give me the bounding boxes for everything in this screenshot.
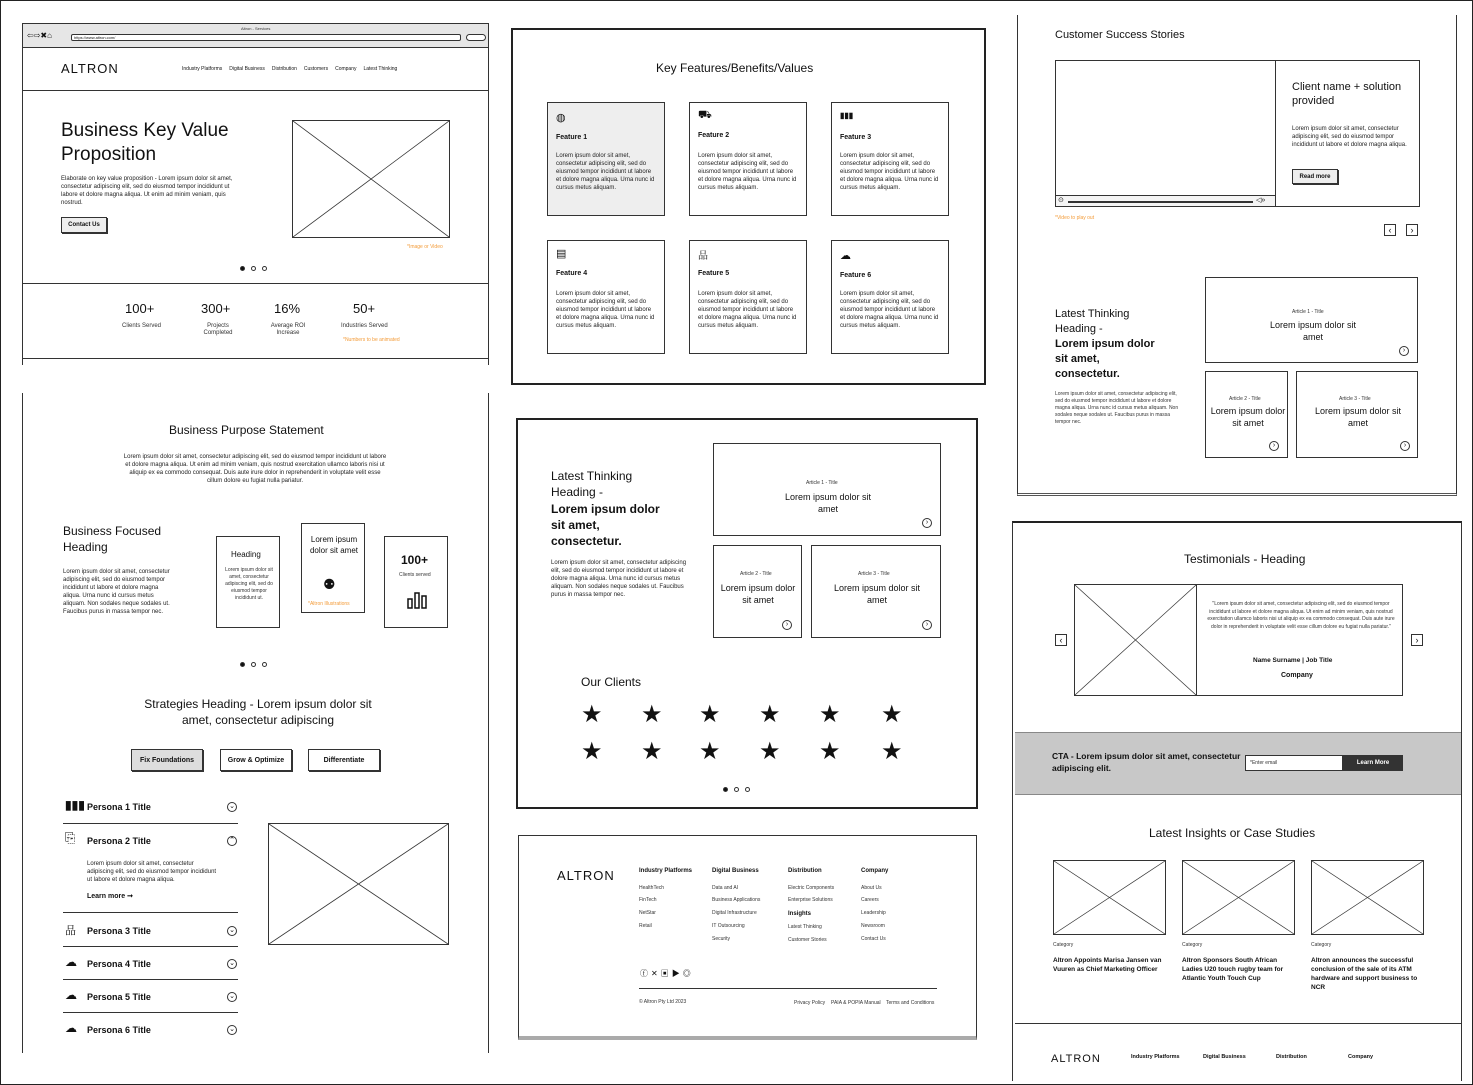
chevron-up-icon[interactable]: ⌃ xyxy=(227,836,237,846)
people-group-icon: ⚉ xyxy=(323,576,336,592)
social-icons[interactable] xyxy=(640,968,694,979)
feature-card[interactable] xyxy=(547,240,665,354)
bar-chart-icon: ▮▮▮ xyxy=(65,798,85,812)
persona-body: Lorem ipsum dolor sit amet, consectetur adipiscing elit, sed do eiusmod tempor incididunt ut labore et dolore magna aliqua. xyxy=(87,861,217,883)
linkedin-icon: ▣ xyxy=(660,969,672,978)
copyright: © Altron Pty Ltd 2023 xyxy=(639,999,687,1005)
article-title: Lorem ipsum dolor sit amet xyxy=(1314,406,1402,428)
nav-item[interactable]: Customers xyxy=(303,66,329,72)
address-bar[interactable] xyxy=(71,34,461,41)
testimonial-company: Company xyxy=(1281,672,1313,679)
footer-link[interactable]: IT Outsourcing xyxy=(712,923,745,929)
focus-card[interactable] xyxy=(216,536,280,628)
client-logo-star-icon: ★ xyxy=(759,701,781,728)
footer-link[interactable]: NetStar xyxy=(639,910,656,916)
features-panel xyxy=(511,28,986,385)
next-arrow-icon[interactable]: › xyxy=(1406,224,1418,236)
features-title: Key Features/Benefits/Values xyxy=(656,61,814,75)
nav-item[interactable]: Company xyxy=(335,66,357,72)
article-card[interactable] xyxy=(811,545,941,638)
stat-label: Clients Served xyxy=(122,323,162,329)
feature-body: Lorem ipsum dolor sit amet, consectetur adipiscing elit, sed do eiusmod tempor incididunt ut labore et dolore magna aliqua. Urna nunc id cursus metus aliquam. xyxy=(556,291,655,329)
next-arrow-icon[interactable]: › xyxy=(1411,634,1423,646)
browser-search[interactable] xyxy=(466,34,486,41)
insight-title[interactable]: Altron Appoints Marisa Jansen van Vuuren as Chief Marketing Officer xyxy=(1053,957,1162,973)
footer-link[interactable]: Data and AI xyxy=(712,885,739,891)
tab-grow-optimize[interactable]: Grow & Optimize xyxy=(220,749,292,771)
footer-col-head: Industry Platforms xyxy=(639,868,693,874)
cta-text: CTA - Lorem ipsum dolor sit amet, consectetur adipiscing elit. xyxy=(1052,751,1241,773)
article-card[interactable] xyxy=(1205,371,1288,458)
article-title: Lorem ipsum dolor sit amet xyxy=(784,492,872,514)
stat-label: Industries Served xyxy=(341,323,388,329)
persona-item[interactable] xyxy=(63,953,238,980)
article-title: Lorem ipsum dolor sit amet xyxy=(833,583,921,605)
hero-panel xyxy=(22,23,489,365)
insight-image-placeholder xyxy=(1053,860,1166,935)
document-icon: ▤ xyxy=(556,248,567,260)
legal-link[interactable]: Privacy Policy xyxy=(794,1000,826,1006)
browser-nav-icons[interactable]: ⇦⇨✖⌂ xyxy=(27,31,52,40)
client-logo-star-icon: ★ xyxy=(699,738,721,765)
cloud-upload-icon: ☁ xyxy=(65,1021,77,1035)
arrow-circle-right-icon[interactable]: › xyxy=(922,620,932,630)
email-placeholder: *Enter email xyxy=(1250,760,1278,766)
testimonial-image-placeholder xyxy=(1074,584,1197,696)
tab-differentiate[interactable]: Differentiate xyxy=(308,749,380,771)
insight-category: Category xyxy=(1182,942,1203,948)
focus-card[interactable] xyxy=(301,523,365,613)
instagram-icon: ◎ xyxy=(682,969,694,978)
insight-image-placeholder xyxy=(1182,860,1295,935)
focus-carousel-dots[interactable] xyxy=(237,654,270,672)
chevron-down-icon[interactable]: ⌄ xyxy=(227,959,237,969)
persona-item[interactable] xyxy=(63,986,238,1013)
email-input[interactable] xyxy=(1245,755,1343,771)
focus-card-title: Lorem ipsum dolor sit amet xyxy=(309,535,359,555)
globe-icon: ◍ xyxy=(556,112,566,124)
learn-more-button[interactable]: Learn More xyxy=(1343,755,1403,771)
persona-item[interactable] xyxy=(63,798,238,824)
footer-link[interactable]: Newsroom xyxy=(861,923,885,929)
thinking-heading-bold: Lorem ipsum dolor sit amet, consectetur. xyxy=(1055,338,1155,380)
facebook-icon: ⓕ xyxy=(640,969,651,978)
arrow-right-icon: ➞ xyxy=(127,893,133,900)
stat-value: 50+ xyxy=(353,301,376,316)
bottom-logo[interactable]: ALTRON xyxy=(1051,1053,1101,1065)
footer-link[interactable]: Leadership xyxy=(861,910,886,916)
client-logo-star-icon: ★ xyxy=(641,701,663,728)
persona-title: Persona 2 Title xyxy=(87,836,151,846)
insight-category: Category xyxy=(1311,942,1332,948)
volume-icon[interactable]: ◁» xyxy=(1256,197,1266,204)
stat-value: 16% xyxy=(274,301,301,316)
footer-col-head: Digital Business xyxy=(712,868,759,874)
persona-image-placeholder xyxy=(268,823,449,945)
arrow-circle-right-icon[interactable]: › xyxy=(782,620,792,630)
thinking-body: Lorem ipsum dolor sit amet, consectetur adipiscing elit, sed do eiusmod tempor incididunt ut labore et dolore magna aliqua. Urna nunc id cursus metus aliquam. Non sodales neque sodales ut. Faucibus purus in massa tempor nec. xyxy=(1055,391,1179,425)
persona-title: Persona 6 Title xyxy=(87,1025,151,1035)
persona-title: Persona 5 Title xyxy=(87,992,151,1002)
persona-title: Persona 1 Title xyxy=(87,802,151,812)
footer-link[interactable]: Contact Us xyxy=(861,936,886,942)
cloud-icon: ☁ xyxy=(840,250,851,262)
testimonial-quote: "Lorem ipsum dolor sit amet, consectetur adipiscing elit, sed do eiusmod tempor incididunt ut labore et dolore magna aliqua. Ut enim ad minim veniam, quis nostrud exercitation ullamco laboris nisi ut aliquip ex ea commodo consequat. Duis aute irure dolor in reprehenderit in voluptate velit esse cillum dolore eu fugiat nulla pariatur." xyxy=(1207,601,1395,630)
bottom-nav-item[interactable]: Digital Business xyxy=(1203,1054,1246,1060)
client-logo-star-icon: ★ xyxy=(581,701,603,728)
nav-item[interactable]: Distribution xyxy=(271,66,297,72)
client-logo-star-icon: ★ xyxy=(819,738,841,765)
feature-title: Feature 4 xyxy=(556,270,588,277)
address-url: https://www.altron.com/ xyxy=(74,35,116,40)
footer-link[interactable]: FinTech xyxy=(639,897,657,903)
insight-category: Category xyxy=(1053,942,1074,948)
purpose-panel xyxy=(22,393,489,1053)
image-note: *Image or Video xyxy=(407,244,443,250)
nav-item[interactable]: Latest Thinking xyxy=(363,66,398,72)
thinking-clients-panel xyxy=(516,418,978,809)
focused-heading: Business Focused Heading xyxy=(63,524,162,554)
article-card[interactable] xyxy=(1205,277,1418,363)
article-label: Article 3 - Title xyxy=(1339,396,1371,402)
video-player[interactable] xyxy=(1055,60,1276,207)
footer-link[interactable]: Careers xyxy=(861,897,879,903)
focus-card-label: Clients served xyxy=(399,572,431,578)
cloud-upload-icon: ☁ xyxy=(65,988,77,1002)
thinking-body: Lorem ipsum dolor sit amet, consectetur adipiscing elit, sed do eiusmod tempor incididunt ut labore et dolore magna aliqua. Urna nunc id cursus metus aliquam. Non sodales neque sodales ut. Faucibus purus in massa tempor nec. xyxy=(551,560,687,598)
success-panel xyxy=(1017,15,1457,496)
read-more-button[interactable]: Read more xyxy=(1292,169,1338,184)
success-title: Customer Success Stories xyxy=(1055,29,1185,41)
testimonials-title: Testimonials - Heading xyxy=(1184,552,1306,566)
hierarchy-icon: 品 xyxy=(65,925,76,937)
chevron-down-icon[interactable]: ⌄ xyxy=(227,1025,237,1035)
feature-title: Feature 6 xyxy=(840,272,872,279)
article-label: Article 2 - Title xyxy=(740,571,772,577)
focus-card-title: Heading xyxy=(231,550,261,559)
prev-arrow-icon[interactable]: ‹ xyxy=(1384,224,1396,236)
bar-chart-icon xyxy=(407,591,427,609)
arrow-circle-right-icon[interactable]: › xyxy=(1269,441,1279,451)
client-logo-star-icon: ★ xyxy=(881,701,903,728)
contact-us-button[interactable]: Contact Us xyxy=(61,217,107,233)
feature-body: Lorem ipsum dolor sit amet, consectetur adipiscing elit, sed do eiusmod tempor incididunt ut labore et dolore magna aliqua. Urna nunc id cursus metus aliquam. xyxy=(840,153,939,191)
testimonials-panel xyxy=(1012,521,1462,1081)
cloud-upload-icon: ☁ xyxy=(65,955,77,969)
article-label: Article 1 - Title xyxy=(1292,309,1324,315)
nav-item[interactable]: Digital Business xyxy=(229,66,265,72)
x-icon: ✕ xyxy=(651,969,661,978)
client-logo-star-icon: ★ xyxy=(699,701,721,728)
thinking-heading: Latest Thinking Heading - xyxy=(1055,308,1130,335)
feature-card[interactable] xyxy=(689,102,807,216)
stat-label: Average ROI Increase xyxy=(270,323,306,336)
video-note: *Video to play out xyxy=(1055,215,1095,221)
footer-col-head: Company xyxy=(861,868,889,874)
stat-value: 300+ xyxy=(201,301,231,316)
nav-item[interactable]: Industry Platforms xyxy=(182,66,223,72)
success-body: Lorem ipsum dolor sit amet, consectetur adipiscing elit, sed do eiusmod tempor incididunt ut labore et dolore magna aliqua. xyxy=(1292,126,1407,148)
browser-chrome xyxy=(23,24,488,48)
testimonial-name: Name Surname | Job Title xyxy=(1253,657,1333,664)
video-controls[interactable] xyxy=(1056,195,1275,206)
footer-col-head: Distribution xyxy=(788,868,822,874)
purpose-title: Business Purpose Statement xyxy=(169,423,324,437)
footer-link[interactable]: About Us xyxy=(861,885,882,891)
progress-track[interactable] xyxy=(1068,201,1253,203)
illustration-note: *Altron Illustrations xyxy=(308,601,350,607)
client-logo-star-icon: ★ xyxy=(819,701,841,728)
stat-label: Projects Completed xyxy=(203,323,233,336)
feature-card[interactable] xyxy=(689,240,807,354)
feature-body: Lorem ipsum dolor sit amet, consectetur adipiscing elit, sed do eiusmod tempor incididunt ut labore et dolore magna aliqua. Urna nunc id cursus metus aliquam. xyxy=(840,291,939,329)
feature-body: Lorem ipsum dolor sit amet, consectetur adipiscing elit, sed do eiusmod tempor incididunt ut labore et dolore magna aliqua. Urna nunc id cursus metus aliquam. xyxy=(556,153,655,191)
article-label: Article 3 - Title xyxy=(858,571,890,577)
brand-logo[interactable]: ALTRON xyxy=(61,61,119,76)
article-title: Lorem ipsum dolor sit amet xyxy=(720,583,796,605)
footer-link[interactable]: Business Applications xyxy=(712,897,761,903)
testimonial-card xyxy=(1196,584,1403,696)
play-icon[interactable]: ⊙ xyxy=(1058,197,1064,204)
focus-card-value: 100+ xyxy=(401,553,429,567)
prev-arrow-icon[interactable]: ‹ xyxy=(1055,634,1067,646)
chevron-down-icon[interactable]: ⌄ xyxy=(227,802,237,812)
feature-body: Lorem ipsum dolor sit amet, consectetur adipiscing elit, sed do eiusmod tempor incididunt ut labore et dolore magna aliqua. Urna nunc id cursus metus aliquam. xyxy=(698,153,797,191)
footer-link[interactable]: Retail xyxy=(639,923,652,929)
feature-title: Feature 5 xyxy=(698,270,730,277)
footer-link[interactable]: Security xyxy=(712,936,731,942)
article-card[interactable] xyxy=(713,443,941,536)
client-logo-star-icon: ★ xyxy=(759,738,781,765)
arrow-circle-right-icon[interactable]: › xyxy=(922,518,932,528)
hero-body: Elaborate on key value proposition - Lorem ipsum dolor sit amet, consectetur adipiscing elit, sed do eiusmod tempor incididunt ut labore et dolore magna aliqua. Ut enim ad minim veniam, quis nostrud. xyxy=(61,176,233,206)
insight-title[interactable]: Altron Sponsors South African Ladies U20 touch rugby team for Atlantic Youth Touch Cup xyxy=(1182,957,1284,982)
bottom-nav-item[interactable]: Distribution xyxy=(1276,1054,1307,1060)
focus-card[interactable] xyxy=(384,536,448,628)
chevron-down-icon[interactable]: ⌄ xyxy=(227,992,237,1002)
insights-title: Latest Insights or Case Studies xyxy=(1149,826,1316,840)
article-card[interactable] xyxy=(1296,371,1418,458)
browser-title: Altron - Services xyxy=(241,26,271,31)
purpose-body: Lorem ipsum dolor sit amet, consectetur adipiscing elit, sed do eiusmod tempor incididunt ut labore et dolore magna aliqua. Ut enim ad minim veniam, quis nostrud exercitation ullamco laboris nisi ut aliquip ex ea commodo consequat. Duis aute irure dolor in reprehenderit in voluptate velit esse cillum dolore eu fugiat nulla pariatur. xyxy=(123,454,387,484)
stat-value: 100+ xyxy=(125,301,155,316)
chevron-down-icon[interactable]: ⌄ xyxy=(227,926,237,936)
footer-link[interactable]: Latest Thinking xyxy=(788,924,822,930)
persona-item-expanded[interactable] xyxy=(63,830,238,913)
article-title: Lorem ipsum dolor sit amet xyxy=(1210,406,1286,428)
client-logo-star-icon: ★ xyxy=(881,738,903,765)
tab-fix-foundations[interactable]: Fix Foundations xyxy=(131,749,203,771)
thinking-heading: Latest Thinking Heading - xyxy=(551,469,633,499)
article-card[interactable] xyxy=(713,545,802,638)
feature-card[interactable] xyxy=(831,102,949,216)
persona-title: Persona 3 Title xyxy=(87,926,151,936)
hierarchy-icon: 品 xyxy=(698,251,708,262)
feature-title: Feature 3 xyxy=(840,134,872,141)
persona-item[interactable] xyxy=(63,920,238,947)
main-nav xyxy=(182,66,397,72)
footer-link[interactable]: Customer Stories xyxy=(788,937,827,943)
arrow-circle-right-icon[interactable]: › xyxy=(1400,441,1410,451)
feature-title: Feature 2 xyxy=(698,132,730,139)
feature-title: Feature 1 xyxy=(556,134,588,141)
numbers-note: *Numbers to be animated xyxy=(343,337,400,343)
briefcase-icon: ⎘ xyxy=(65,830,76,845)
client-logo-star-icon: ★ xyxy=(581,738,603,765)
focused-body: Lorem ipsum dolor sit amet, consectetur adipiscing elit, sed do eiusmod tempor incididunt ut labore et dolore magna aliqua. Urna nunc id cursus metus aliquam. Non sodales neque sodales ut. Faucibus purus in massa tempor nec. xyxy=(63,569,170,615)
persona-item[interactable] xyxy=(63,1019,238,1046)
legal-link[interactable]: Terms and Conditions xyxy=(886,1000,935,1006)
learn-more-link[interactable]: Learn more ➞ xyxy=(87,893,133,900)
footer-link[interactable]: Electric Components xyxy=(788,885,835,891)
footer-panel xyxy=(518,835,977,1040)
youtube-icon: ▶ xyxy=(671,969,683,978)
clients-carousel-dots[interactable] xyxy=(720,779,753,797)
insight-title[interactable]: Altron announces the successful conclusion of the sale of its ATM hardware and support business to NCR xyxy=(1311,957,1418,991)
cta-band xyxy=(1015,732,1461,795)
client-name: Client name + solution provided xyxy=(1292,81,1402,107)
thinking-heading-bold: Lorem ipsum dolor sit amet, consectetur. xyxy=(551,502,660,548)
feature-card[interactable] xyxy=(831,240,949,354)
bottom-nav-item[interactable]: Company xyxy=(1348,1054,1374,1060)
success-detail-card xyxy=(1275,60,1420,207)
footer-link[interactable]: Enterprise Solutions xyxy=(788,897,833,903)
arrow-circle-right-icon[interactable]: › xyxy=(1399,346,1409,356)
hero-image-placeholder xyxy=(292,120,450,238)
feature-body: Lorem ipsum dolor sit amet, consectetur adipiscing elit, sed do eiusmod tempor incididunt ut labore et dolore magna aliqua. Urna nunc id cursus metus aliquam. xyxy=(698,291,797,329)
footer-link[interactable]: HealthTech xyxy=(639,885,665,891)
footer-logo[interactable]: ALTRON xyxy=(557,868,615,883)
article-label: Article 2 - Title xyxy=(1229,396,1261,402)
persona-title: Persona 4 Title xyxy=(87,959,151,969)
article-label: Article 1 - Title xyxy=(806,480,838,486)
bottom-nav-item[interactable]: Industry Platforms xyxy=(1131,1054,1180,1060)
article-title: Lorem ipsum dolor sit amet xyxy=(1269,320,1357,342)
footer-col-head: Insights xyxy=(788,911,812,917)
strategies-title: Strategies Heading - Lorem ipsum dolor sit amet, consectetur adipiscing xyxy=(144,697,372,727)
insight-image-placeholder xyxy=(1311,860,1424,935)
hero-carousel-dots[interactable] xyxy=(237,258,270,276)
footer-link[interactable]: Digital Infrastructure xyxy=(712,910,757,916)
hero-title: Business Key Value Proposition xyxy=(61,120,229,165)
feature-card[interactable] xyxy=(547,102,665,216)
truck-icon: ⛟ xyxy=(698,109,712,121)
clients-title: Our Clients xyxy=(581,675,642,689)
legal-link[interactable]: PAIA & POPIA Manual xyxy=(831,1000,881,1006)
focus-card-body: Lorem ipsum dolor sit amet, consectetur adipiscing elit, sed do eiusmod tempor incididunt ut. xyxy=(225,567,273,601)
bar-chart-icon: ▮▮▮ xyxy=(840,111,854,120)
client-logo-star-icon: ★ xyxy=(641,738,663,765)
